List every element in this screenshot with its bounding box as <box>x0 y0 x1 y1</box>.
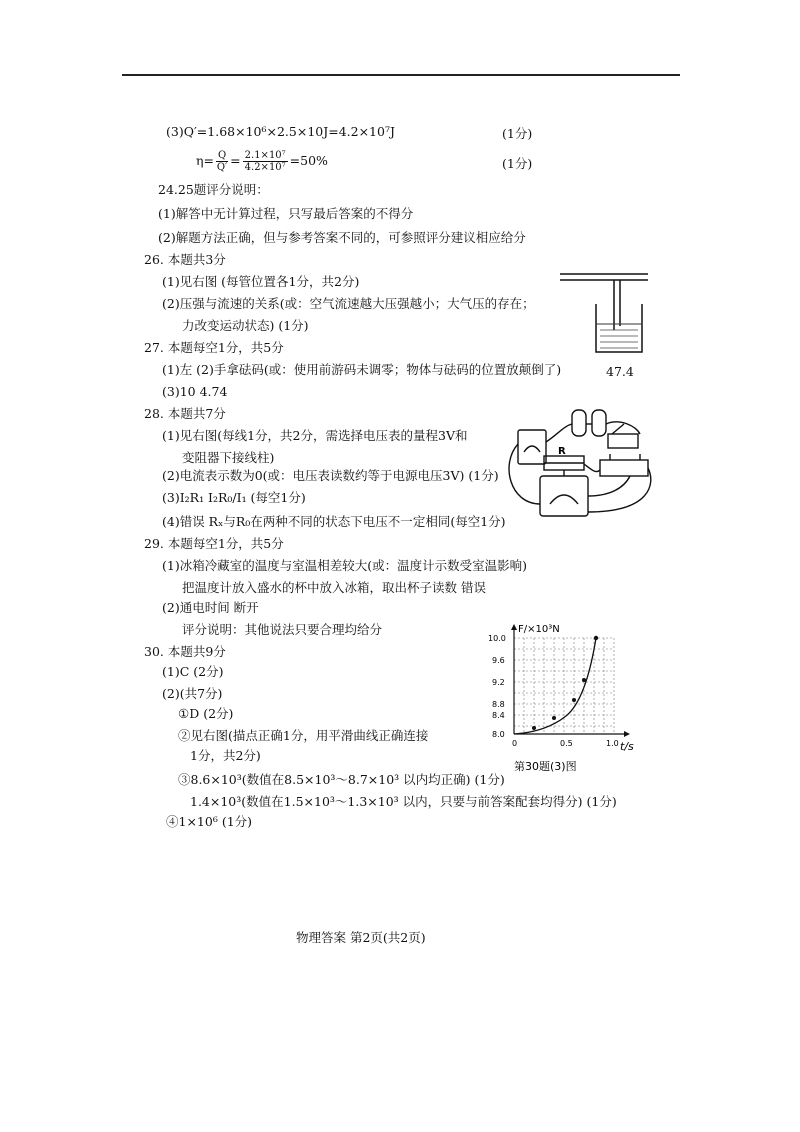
answer-line: (2)通电时间 断开 <box>162 600 259 615</box>
answer-line: ③8.6×10³(数值在8.5×10³～8.7×10³ 以内均正确) (1分) <box>178 772 505 787</box>
data-point <box>552 716 556 720</box>
answer-line: (1)C (2分) <box>162 664 224 679</box>
answer-line: 评分说明：其他说法只要合理均给分 <box>182 622 383 637</box>
fraction-denominator: 4.2×10⁷ <box>244 162 286 173</box>
graph-caption: 第30题(3)图 <box>514 760 577 773</box>
q3-heat-calc: (3)Q′=1.68×10⁶×2.5×10J=4.2×10⁷J <box>166 124 395 139</box>
score-mark: (1分) <box>502 126 533 141</box>
efficiency-calc <box>196 146 328 176</box>
answer-value: 47.4 <box>606 364 634 379</box>
answer-line: (2)电流表示数为0(或：电压表读数约等于电源电压3V) (1分) <box>162 468 499 483</box>
efficiency-result: =50% <box>289 153 328 168</box>
question-heading: 27. 本题每空1分，共5分 <box>144 340 284 355</box>
efficiency-symbol: η= <box>196 153 214 168</box>
question-heading: 29. 本题每空1分，共5分 <box>144 536 284 551</box>
answer-line: (1)见右图 (每管位置各1分，共2分) <box>162 274 360 289</box>
y-tick-label: 9.6 <box>492 656 505 665</box>
question-heading: 30. 本题共9分 <box>144 644 226 659</box>
x-tick-label: 0.5 <box>560 739 573 748</box>
fraction-denominator: Q′ <box>216 162 228 173</box>
fraction-q <box>216 150 228 173</box>
answer-line: 变阻器下接线柱) <box>182 450 275 465</box>
answer-line: ②见右图(描点正确1分，用平滑曲线正确连接 <box>178 728 429 743</box>
note-item: (1)解答中无计算过程，只写最后答案的不得分 <box>158 206 414 221</box>
x-tick-label: 0 <box>512 739 518 748</box>
answer-line: 把温度计放入盛水的杯中放入冰箱，取出杯子读数 错误 <box>182 580 486 595</box>
answer-line: 力改变运动状态) (1分) <box>182 318 309 333</box>
circuit-figure <box>500 404 660 530</box>
answer-line: 1.4×10³(数值在1.5×10³～1.3×10³ 以内，只要与前答案配套均得分) (1分) <box>190 794 617 809</box>
answer-line: (2)压强与流速的关系(或：空气流速越大压强越小；大气压的存在； <box>162 296 535 311</box>
note-item: (2)解题方法正确，但与参考答案不同的，可参照评分建议相应给分 <box>158 230 526 245</box>
data-point <box>594 636 598 640</box>
section-note-title: 24.25题评分说明： <box>158 182 269 197</box>
answer-line: ①D (2分) <box>178 706 234 721</box>
answer-line: (3)10 4.74 <box>162 384 228 399</box>
page-footer: 物理答案 第2页(共2页) <box>296 930 426 945</box>
y-tick-label: 10.0 <box>488 634 506 643</box>
answer-line: (3)I₂R₁ I₂R₀/I₁ (每空1分) <box>162 490 306 505</box>
y-tick-label: 8.4 <box>492 711 505 720</box>
graph-y-label: F/×10³N <box>518 624 560 635</box>
answer-line: (2)(共7分) <box>162 686 223 701</box>
force-time-graph <box>486 620 646 780</box>
x-tick-label: 1.0 <box>606 739 619 748</box>
beaker-figure <box>558 268 650 356</box>
answer-line: (1)左 (2)手拿砝码(或：使用前游码未调零；物体与砝码的位置放颠倒了) <box>162 362 562 377</box>
data-point <box>532 726 536 730</box>
y-tick-label: 8.8 <box>492 700 505 709</box>
question-heading: 26. 本题共3分 <box>144 252 226 267</box>
answer-line: 1分，共2分) <box>190 748 261 763</box>
fraction-values <box>243 150 288 173</box>
fraction-numerator: Q <box>217 150 227 161</box>
score-mark: (1分) <box>502 156 533 171</box>
answer-line: (4)错误 Rₓ与R₀在两种不同的状态下电压不一定相同(每空1分) <box>162 514 506 529</box>
question-heading: 28. 本题共7分 <box>144 406 226 421</box>
fraction-numerator: 2.1×10⁷ <box>244 150 286 161</box>
y-tick-label: 8.0 <box>492 730 505 739</box>
equals-sign: = <box>230 153 241 168</box>
answer-line: (1)冰箱冷藏室的温度与室温相差较大(或：温度计示数受室温影响) <box>162 558 527 573</box>
graph-x-label: t/s <box>620 740 634 753</box>
y-tick-label: 9.2 <box>492 678 505 687</box>
answer-line: (1)见右图(每线1分，共2分，需选择电压表的量程3V和 <box>162 428 468 443</box>
data-point <box>572 698 576 702</box>
header-rule <box>122 74 680 76</box>
svg-text:R: R <box>558 446 566 457</box>
data-point <box>582 678 586 682</box>
answer-line: ④1×10⁶ (1分) <box>166 814 253 829</box>
